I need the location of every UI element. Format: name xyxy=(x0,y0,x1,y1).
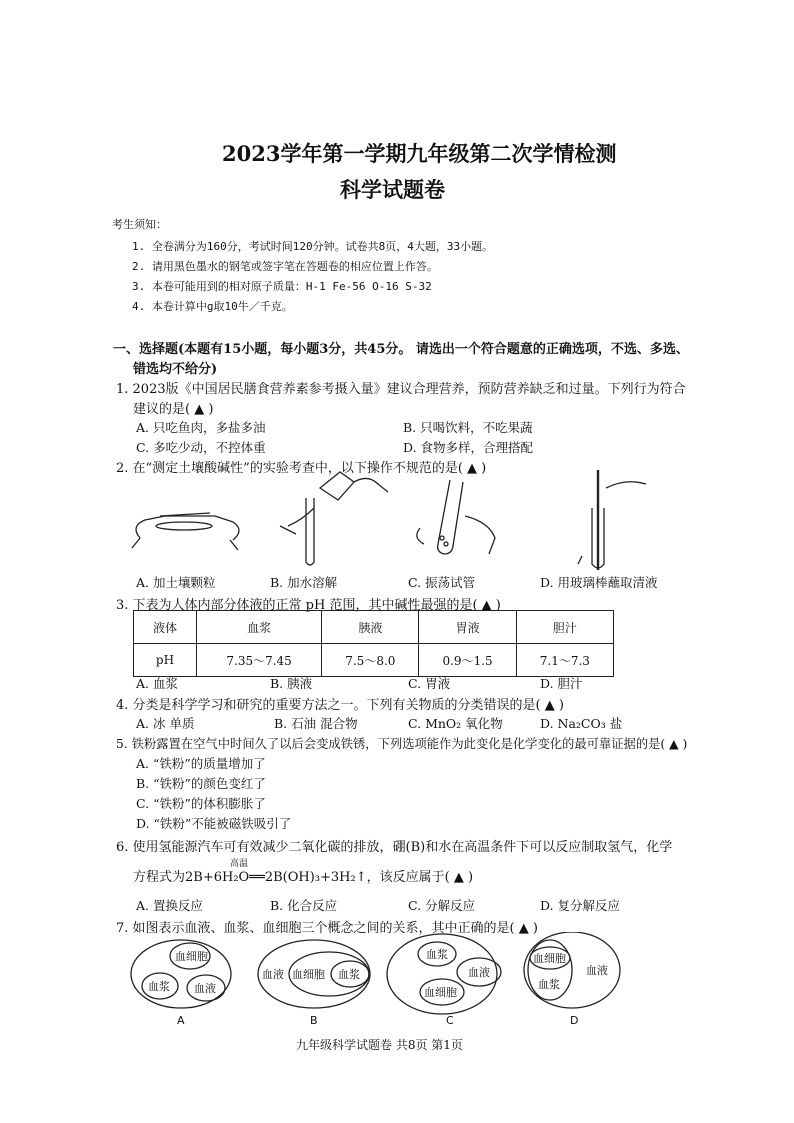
q2-option-d[interactable]: D. 用玻璃棒蘸取清液 xyxy=(540,575,658,590)
q1-option-d[interactable]: D. 食物多样，合理搭配 xyxy=(403,440,534,455)
notice-item: 1. 全卷满分为160分，考试时间120分钟。试卷共8页，4大题，33小题。 xyxy=(132,240,494,253)
table-cell: 7.5～8.0 xyxy=(322,644,419,677)
q1-option-c[interactable]: C. 多吃少动，不控体重 xyxy=(136,440,266,455)
q5-option-c[interactable]: C. “铁粉”的体积膨胀了 xyxy=(136,796,266,811)
diagram-c-caption: C xyxy=(446,1014,454,1027)
diagram-c-label-2: 血液 xyxy=(468,966,490,979)
diagram-d-label-2: 血液 xyxy=(586,964,608,977)
q5-option-b[interactable]: B. “铁粉”的颜色变红了 xyxy=(136,776,266,791)
section-header-cont: 错选均不给分) xyxy=(133,362,218,377)
page-title: 2023学年第一学期九年级第二次学情检测 xyxy=(222,141,617,166)
diagram-a-label-3: 血液 xyxy=(194,982,216,995)
question-5-stem: 5. 铁粉露置在空气中时间久了以后会变成铁锈，下列选项能作为此变化是化学变化的最可靠证据的是( ▲ ) xyxy=(116,737,688,751)
q2-option-a[interactable]: A. 加土壤颗粒 xyxy=(136,575,216,590)
table-cell: 血浆 xyxy=(197,611,322,644)
table-header-row xyxy=(134,611,614,644)
table-cell: 胃液 xyxy=(419,611,516,644)
diagram-b-label-3: 血浆 xyxy=(338,968,360,981)
q3-option-d[interactable]: D. 胆汁 xyxy=(540,676,583,691)
q6-option-b[interactable]: B. 化合反应 xyxy=(270,898,338,913)
glass-rod-illustration xyxy=(578,470,646,570)
shake-tube-illustration xyxy=(417,480,495,554)
q4-option-a[interactable]: A. 冰 单质 xyxy=(136,716,195,731)
page-subtitle: 科学试题卷 xyxy=(340,177,445,202)
q2-option-b[interactable]: B. 加水溶解 xyxy=(270,575,338,590)
q4-option-b[interactable]: B. 石油 混合物 xyxy=(274,716,358,731)
question-1-stem-cont: 建议的是( ▲ ) xyxy=(133,402,214,417)
q3-option-c[interactable]: C. 胃液 xyxy=(408,676,451,691)
q4-option-d[interactable]: D. Na₂CO₃ 盐 xyxy=(540,716,623,731)
question-4-stem: 4. 分类是科学学习和研究的重要方法之一。下列有关物质的分类错误的是( ▲ ) xyxy=(116,698,564,713)
table-cell: 液体 xyxy=(134,611,197,644)
question-2-stem: 2. 在“测定土壤酸碱性”的实验考查中，以下操作不规范的是( ▲ ) xyxy=(116,461,487,476)
add-soil-illustration xyxy=(132,513,239,550)
question-3-stem: 3. 下表为人体内部分体液的正常 pH 范围，其中碱性最强的是( ▲ ) xyxy=(116,598,501,613)
diagram-a-caption: A xyxy=(177,1014,185,1027)
diagram-c-label-1: 血浆 xyxy=(426,948,448,961)
question-6-stem: 6. 使用氢能源汽车可有效减少二氧化碳的排放，硼(B)和水在高温条件下可以反应制取氢气，化学 xyxy=(116,840,673,855)
diagram-c-label-3: 血细胞 xyxy=(424,986,457,999)
q6-option-d[interactable]: D. 复分解反应 xyxy=(540,898,621,913)
diagram-b-caption: B xyxy=(310,1014,318,1027)
diagram-d-label-3: 血浆 xyxy=(538,978,560,991)
notice-item: 4. 本卷计算中g取10牛／千克。 xyxy=(132,300,293,313)
diagram-a-label-2: 血浆 xyxy=(148,980,170,993)
q4-option-c[interactable]: C. MnO₂ 氧化物 xyxy=(408,716,503,731)
question-7-stem: 7. 如图表示血液、血浆、血细胞三个概念之间的关系，其中正确的是( ▲ ) xyxy=(116,921,538,936)
q6-option-c[interactable]: C. 分解反应 xyxy=(408,898,476,913)
table-cell: pH xyxy=(134,644,197,677)
q5-option-d[interactable]: D. “铁粉”不能被磁铁吸引了 xyxy=(136,816,292,831)
q5-option-a[interactable]: A. “铁粉”的质量增加了 xyxy=(136,756,266,771)
q3-option-a[interactable]: A. 血浆 xyxy=(136,676,178,691)
q2-option-c[interactable]: C. 振荡试管 xyxy=(408,575,476,590)
table-row xyxy=(134,644,614,677)
diagram-d-caption: D xyxy=(570,1014,579,1027)
q7-diagrams xyxy=(124,932,644,1028)
ph-table xyxy=(133,610,614,677)
diagram-d-middle xyxy=(528,940,572,1000)
q6-option-a[interactable]: A. 置换反应 xyxy=(136,898,203,913)
add-water-illustration xyxy=(280,472,388,565)
diagram-b-label-1: 血液 xyxy=(262,968,284,981)
table-cell: 7.35～7.45 xyxy=(197,644,322,677)
table-cell: 7.1～7.3 xyxy=(516,644,613,677)
table-cell: 0.9～1.5 xyxy=(419,644,516,677)
section-header: 一、选择题(本题有15小题，每小题3分，共45分。 请选出一个符合题意的正确选项，不选、多选、 xyxy=(113,342,689,357)
diagram-b-label-2: 血细胞 xyxy=(292,968,325,981)
question-6-equation: 方程式为2B+6H₂O══2B(OH)₃+3H₂↑，该反应属于( ▲ ) xyxy=(133,870,474,885)
notice-item: 3. 本卷可能用到的相对原子质量：H-1 Fe-56 O-16 S-32 xyxy=(132,280,432,293)
reaction-condition: 高温 xyxy=(230,859,249,869)
q1-option-b[interactable]: B. 只喝饮料，不吃果蔬 xyxy=(403,420,533,435)
diagram-d-label-1: 血细胞 xyxy=(533,952,566,965)
table-cell: 胰液 xyxy=(322,611,419,644)
diagram-a-label-1: 血细胞 xyxy=(175,950,208,963)
question-1-stem: 1. 2023版《中国居民膳食营养素参考摄入量》建议合理营养，预防营养缺乏和过量。下列行为符合 xyxy=(116,382,686,397)
table-cell: 胆汁 xyxy=(516,611,613,644)
notice-heading: 考生须知： xyxy=(112,218,167,231)
q2-illustrations xyxy=(120,468,660,572)
q1-option-a[interactable]: A. 只吃鱼肉，多盐多油 xyxy=(136,420,266,435)
notice-item: 2. 请用黑色墨水的钢笔或签字笔在答题卷的相应位置上作答。 xyxy=(132,260,438,273)
page-footer: 九年级科学试题卷 共8页 第1页 xyxy=(296,1038,463,1052)
q3-option-b[interactable]: B. 胰液 xyxy=(270,676,313,691)
